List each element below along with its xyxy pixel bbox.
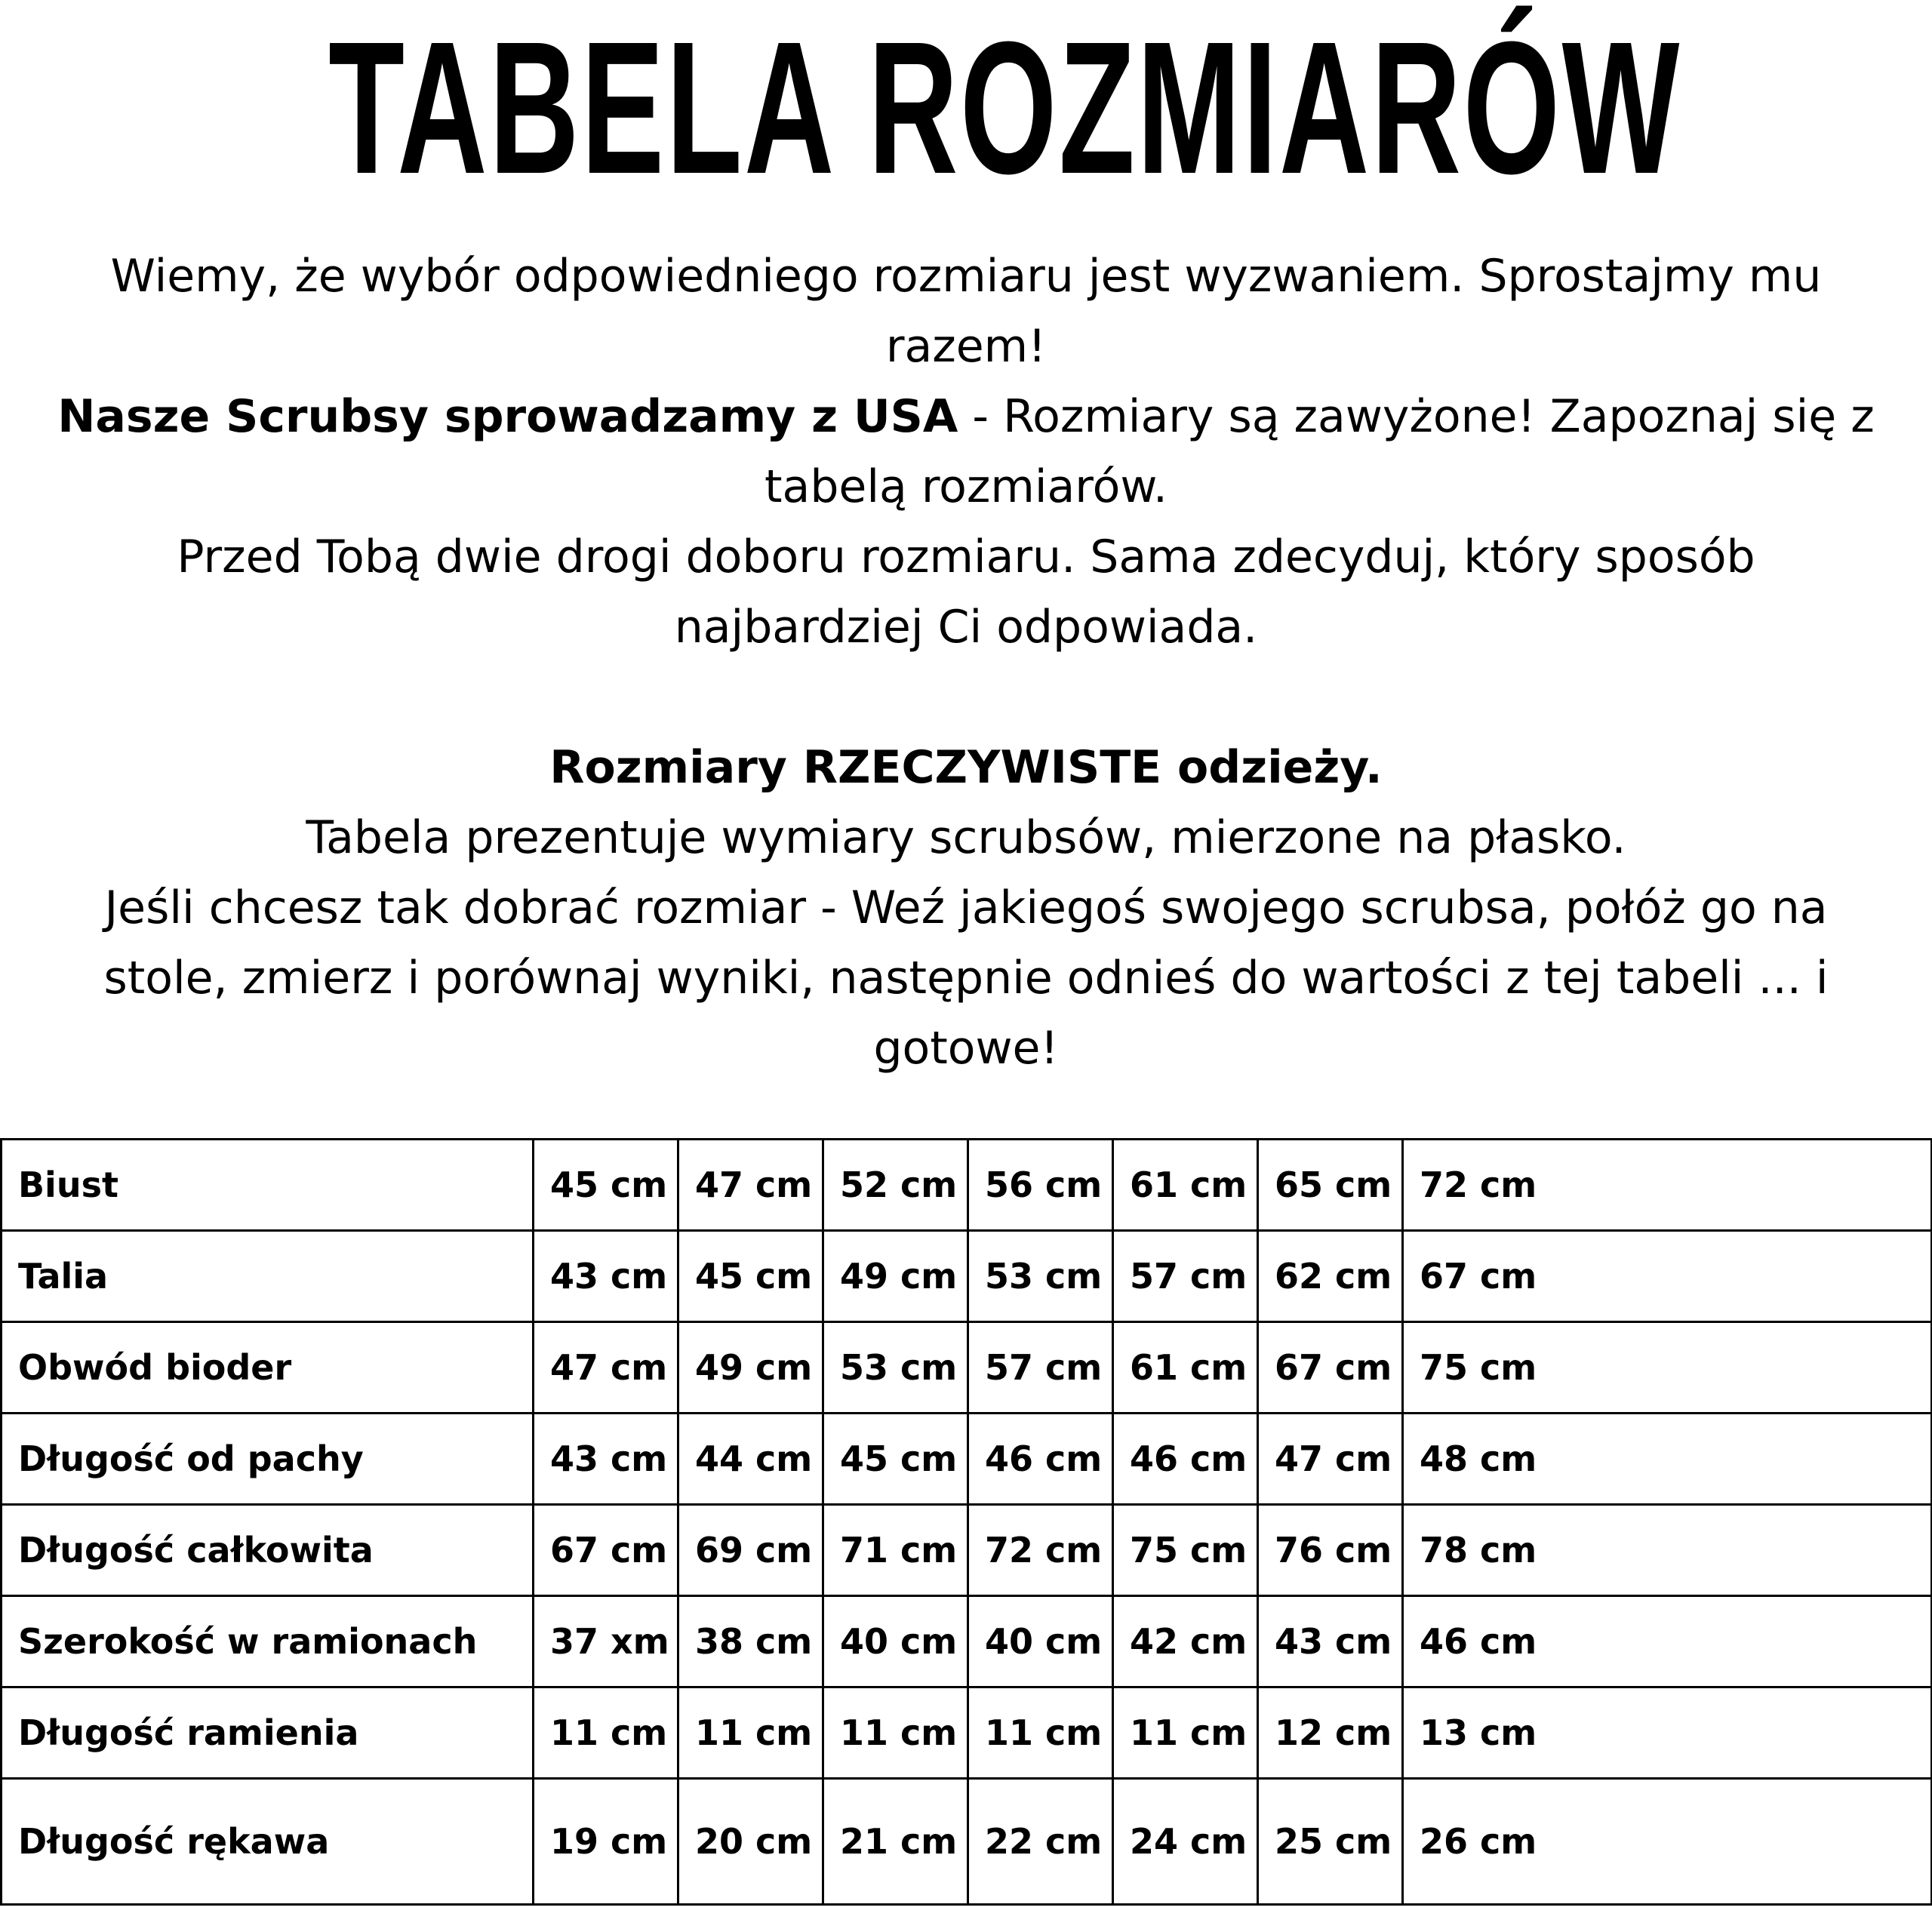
row-label: Długość całkowita	[2, 1505, 534, 1596]
table-row	[2, 1779, 1932, 1905]
size-value: 26 cm	[1403, 1779, 1932, 1905]
section-heading-text: Rozmiary RZECZYWISTE odzieży.	[549, 741, 1383, 794]
size-value: 43 cm	[1258, 1596, 1403, 1687]
size-value: 53 cm	[823, 1322, 968, 1414]
size-value: 48 cm	[1403, 1414, 1932, 1505]
intro-line-4: Tabela prezentuje wymiary scrubsów, mierzone na płasko.	[306, 811, 1626, 864]
size-value: 71 cm	[823, 1505, 968, 1596]
row-label: Talia	[2, 1231, 534, 1322]
intro-line-2-bold: Nasze Scrubsy sprowadzamy z USA	[57, 390, 958, 443]
size-value: 45 cm	[823, 1414, 968, 1505]
size-value: 45 cm	[678, 1231, 823, 1322]
size-value: 65 cm	[1258, 1140, 1403, 1231]
row-label: Szerokość w ramionach	[2, 1596, 534, 1687]
size-value: 40 cm	[968, 1596, 1113, 1687]
row-label: Długość ramienia	[2, 1687, 534, 1779]
table-row	[2, 1505, 1932, 1596]
size-value: 11 cm	[678, 1687, 823, 1779]
intro-spacer	[45, 663, 1887, 733]
intro-line-1: Wiemy, że wybór odpowiedniego rozmiaru jest wyzwaniem. Sprostajmy mu razem!	[110, 250, 1822, 373]
size-value: 57 cm	[968, 1322, 1113, 1414]
size-value: 44 cm	[678, 1414, 823, 1505]
size-value: 38 cm	[678, 1596, 823, 1687]
size-value: 61 cm	[1113, 1140, 1258, 1231]
size-value: 75 cm	[1403, 1322, 1932, 1414]
size-value: 53 cm	[968, 1231, 1113, 1322]
size-value: 57 cm	[1113, 1231, 1258, 1322]
size-value: 47 cm	[678, 1140, 823, 1231]
size-value: 25 cm	[1258, 1779, 1403, 1905]
table-row	[2, 1231, 1932, 1322]
intro-text	[45, 242, 1887, 1084]
row-label: Biust	[2, 1140, 534, 1231]
size-value: 67 cm	[1403, 1231, 1932, 1322]
size-value: 72 cm	[968, 1505, 1113, 1596]
size-value: 11 cm	[534, 1687, 678, 1779]
size-value: 19 cm	[534, 1779, 678, 1905]
row-label: Obwód bioder	[2, 1322, 534, 1414]
size-value: 69 cm	[678, 1505, 823, 1596]
size-value: 24 cm	[1113, 1779, 1258, 1905]
size-value: 56 cm	[968, 1140, 1113, 1231]
size-value: 67 cm	[534, 1505, 678, 1596]
table-row	[2, 1140, 1932, 1231]
size-value: 76 cm	[1258, 1505, 1403, 1596]
size-value: 40 cm	[823, 1596, 968, 1687]
size-value: 11 cm	[823, 1687, 968, 1779]
intro-line-5: Jeśli chcesz tak dobrać rozmiar - Weź jakiegoś swojego scrubsa, połóż go na stole, zmierz i porównaj wyniki, następnie odnieś do wartości z tej tabeli ... i gotowe!	[103, 881, 1829, 1075]
size-value: 61 cm	[1113, 1322, 1258, 1414]
size-value: 78 cm	[1403, 1505, 1932, 1596]
size-value: 45 cm	[534, 1140, 678, 1231]
size-value: 20 cm	[678, 1779, 823, 1905]
table-row	[2, 1596, 1932, 1687]
size-value: 46 cm	[1113, 1414, 1258, 1505]
size-value: 75 cm	[1113, 1505, 1258, 1596]
size-table	[0, 1138, 1932, 1906]
section-heading	[45, 733, 1887, 803]
size-value: 72 cm	[1403, 1140, 1932, 1231]
size-value: 12 cm	[1258, 1687, 1403, 1779]
size-value: 11 cm	[1113, 1687, 1258, 1779]
size-value: 47 cm	[1258, 1414, 1403, 1505]
table-row	[2, 1322, 1932, 1414]
size-value: 67 cm	[1258, 1322, 1403, 1414]
size-value: 47 cm	[534, 1322, 678, 1414]
size-value: 37 xm	[534, 1596, 678, 1687]
size-value: 52 cm	[823, 1140, 968, 1231]
size-value: 43 cm	[534, 1414, 678, 1505]
intro-line-2	[45, 382, 1887, 522]
row-label: Długość rękawa	[2, 1779, 534, 1905]
page-title: TABELA ROZMIARÓW	[328, 2, 1681, 213]
size-value: 13 cm	[1403, 1687, 1932, 1779]
size-value: 11 cm	[968, 1687, 1113, 1779]
intro-line-3: Przed Tobą dwie drogi doboru rozmiaru. Sama zdecyduj, który sposób najbardziej Ci odpowiada.	[177, 531, 1755, 654]
size-value: 46 cm	[968, 1414, 1113, 1505]
row-label: Długość od pachy	[2, 1414, 534, 1505]
size-value: 49 cm	[678, 1322, 823, 1414]
size-value: 43 cm	[534, 1231, 678, 1322]
intro-line-2-rest: - Rozmiary są zawyżone! Zapoznaj się z tabelą rozmiarów.	[764, 390, 1875, 513]
table-row	[2, 1687, 1932, 1779]
size-value: 21 cm	[823, 1779, 968, 1905]
size-value: 22 cm	[968, 1779, 1113, 1905]
size-value: 46 cm	[1403, 1596, 1932, 1687]
size-value: 42 cm	[1113, 1596, 1258, 1687]
size-value: 62 cm	[1258, 1231, 1403, 1322]
size-value: 49 cm	[823, 1231, 968, 1322]
table-row	[2, 1414, 1932, 1505]
